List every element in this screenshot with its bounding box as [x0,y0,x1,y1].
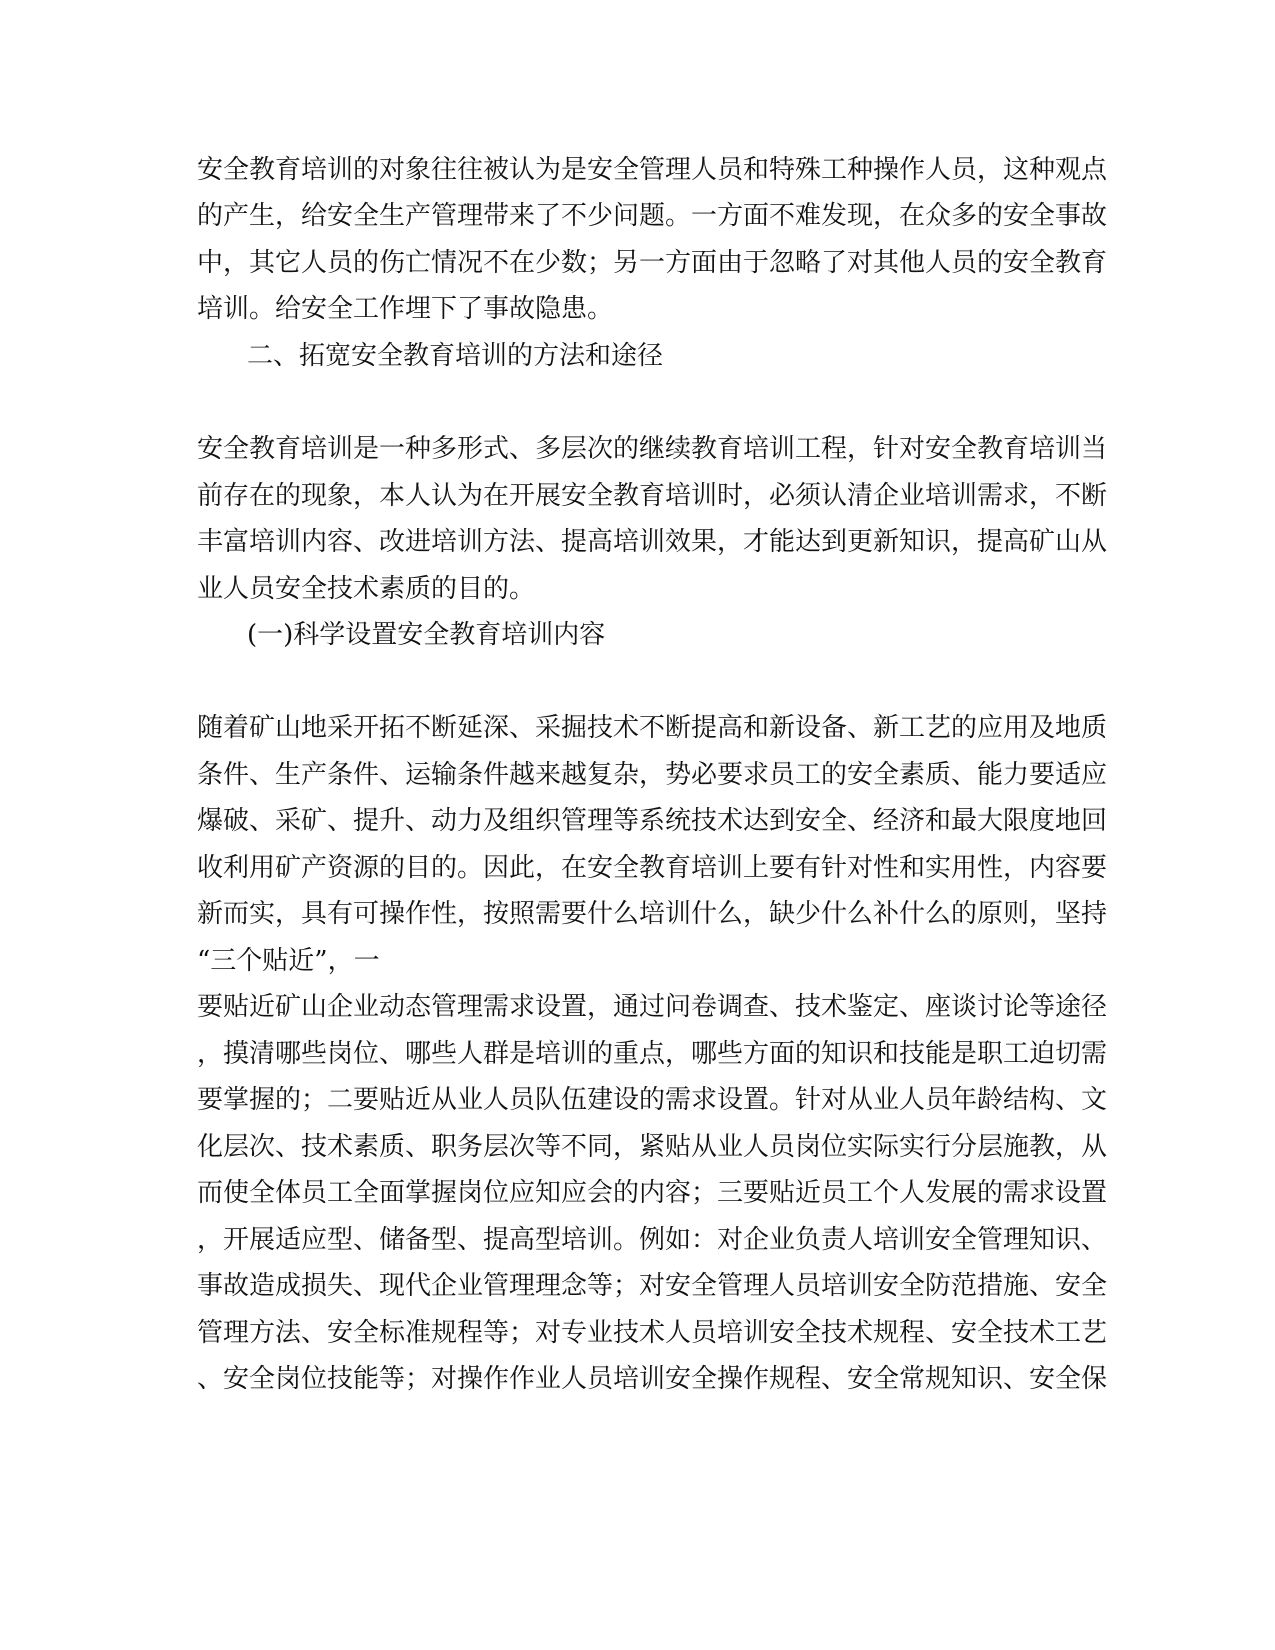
paragraph-line: 要掌握的；二要贴近从业人员队伍建设的需求设置。针对从业人员年龄结构、文 [197,1085,1108,1115]
paragraph-line: 爆破、采矿、提升、动力及组织管理等系统技术达到安全、经济和最大限度地回 [197,806,1108,836]
paragraph-line: 而使全体员工全面掌握岗位应知应会的内容；三要贴近员工个人发展的需求设置 [197,1178,1108,1208]
paragraph-line: “三个贴近”，一 [197,946,380,976]
paragraph-line: 收利用矿产资源的目的。因此，在安全教育培训上要有针对性和实用性，内容要 [197,853,1108,883]
paragraph-line: 业人员安全技术素质的目的。 [197,574,536,604]
paragraph-line: 前存在的现象，本人认为在开展安全教育培训时，必须认清企业培训需求，不断 [197,481,1108,511]
paragraph-line: 要贴近矿山企业动态管理需求设置，通过问卷调查、技术鉴定、座谈讨论等途径 [197,992,1108,1022]
paragraph-line: 条件、生产条件、运输条件越来越复杂，势必要求员工的安全素质、能力要适应 [197,760,1108,790]
section-heading: 二、拓宽安全教育培训的方法和途径 [247,341,664,371]
paragraph-line: 中，其它人员的伤亡情况不在少数；另一方面由于忽略了对其他人员的安全教育 [197,248,1108,278]
paragraph-line: 的产生，给安全生产管理带来了不少问题。一方面不难发现，在众多的安全事故 [197,201,1108,231]
subsection-heading: (一)科学设置安全教育培训内容 [247,620,606,650]
paragraph-line: 随着矿山地采开拓不断延深、采掘技术不断提高和新设备、新工艺的应用及地质 [197,713,1108,743]
paragraph-line: 、安全岗位技能等；对操作作业人员培训安全操作规程、安全常规知识、安全保 [197,1364,1108,1394]
paragraph-line: 新而实，具有可操作性，按照需要什么培训什么，缺少什么补什么的原则，坚持 [197,899,1108,929]
paragraph-line: 培训。给安全工作埋下了事故隐患。 [197,294,614,324]
paragraph-line: 事故造成损失、现代企业管理理念等；对安全管理人员培训安全防范措施、安全 [197,1271,1108,1301]
paragraph-line: 丰富培训内容、改进培训方法、提高培训效果，才能达到更新知识，提高矿山从 [197,527,1108,557]
paragraph-line: 安全教育培训的对象往往被认为是安全管理人员和特殊工种操作人员，这种观点 [197,155,1108,185]
paragraph-line: ，开展适应型、储备型、提高型培训。例如：对企业负责人培训安全管理知识、 [197,1225,1108,1255]
paragraph-line: 安全教育培训是一种多形式、多层次的继续教育培训工程，针对安全教育培训当 [197,434,1108,464]
paragraph-line: 化层次、技术素质、职务层次等不同，紧贴从业人员岗位实际实行分层施教，从 [197,1132,1108,1162]
paragraph-line: 管理方法、安全标准规程等；对专业技术人员培训安全技术规程、安全技术工艺 [197,1318,1108,1348]
paragraph-line: ，摸清哪些岗位、哪些人群是培训的重点，哪些方面的知识和技能是职工迫切需 [197,1039,1108,1069]
